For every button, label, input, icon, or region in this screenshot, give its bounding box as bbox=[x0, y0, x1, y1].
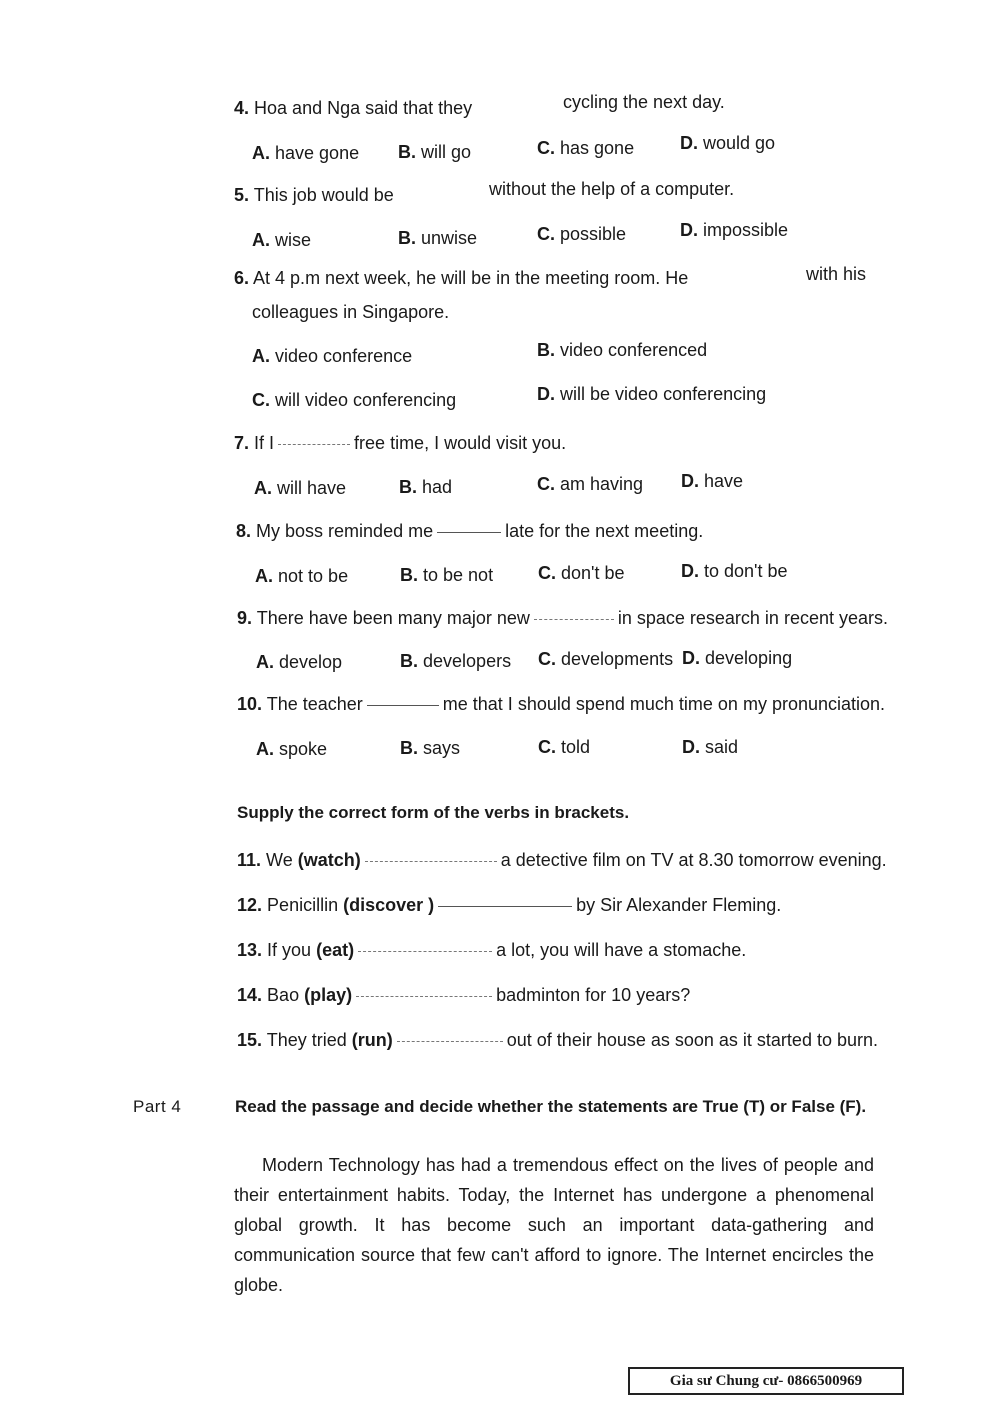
question-text: Hoa and Nga said that they bbox=[254, 98, 473, 118]
answer-blank[interactable] bbox=[356, 995, 492, 997]
question-9-stem bbox=[237, 608, 888, 629]
question-4-option-b[interactable]: B. will go bbox=[398, 142, 472, 162]
verb-item-15: 15. They tried (run) out of their house as soon as it started to burn. bbox=[237, 1030, 878, 1050]
part-instruction: Read the passage and decide whether the statements are True (T) or False (F). bbox=[235, 1097, 867, 1116]
verb-item-14: 14. Bao (play) badminton for 10 years? bbox=[237, 985, 691, 1005]
question-5-stem-end: without the help of a computer. bbox=[489, 179, 735, 199]
question-number: 8. bbox=[236, 521, 252, 541]
answer-blank[interactable] bbox=[438, 905, 572, 907]
question-6-option-c[interactable]: C. will video conferencing bbox=[252, 390, 457, 410]
answer-blank[interactable] bbox=[367, 704, 439, 706]
question-10-stem bbox=[237, 694, 885, 715]
question-6-stem-end: with his bbox=[806, 264, 867, 284]
question-9-option-a[interactable]: A. develop bbox=[256, 652, 343, 672]
question-text: If I bbox=[254, 433, 275, 453]
question-6-stem bbox=[234, 268, 688, 289]
reading-passage bbox=[234, 1150, 874, 1300]
question-6-stem-line2: colleagues in Singapore. bbox=[252, 302, 450, 322]
question-7-option-c[interactable]: C. am having bbox=[537, 474, 644, 494]
verb-item-11: 11. We (watch) a detective film on TV at 8.30 tomorrow evening. bbox=[237, 850, 887, 870]
question-9-option-d[interactable]: D. developing bbox=[682, 648, 793, 668]
question-number: 9. bbox=[237, 608, 253, 628]
question-5-option-a[interactable]: A. wise bbox=[252, 230, 312, 250]
question-text: late for the next meeting. bbox=[505, 521, 704, 541]
question-8-stem bbox=[236, 521, 703, 542]
question-8-option-a[interactable]: A. not to be bbox=[255, 566, 349, 586]
question-6-option-a[interactable]: A. video conference bbox=[252, 346, 413, 366]
question-5-option-d[interactable]: D. impossible bbox=[680, 220, 789, 240]
part-label: Part 4 bbox=[133, 1097, 182, 1116]
answer-blank[interactable] bbox=[358, 950, 492, 952]
question-10-option-b[interactable]: B. says bbox=[400, 738, 461, 758]
question-text: free time, I would visit you. bbox=[354, 433, 567, 453]
question-text: This job would be bbox=[253, 185, 394, 205]
question-number: 5. bbox=[234, 185, 250, 205]
question-4-option-a[interactable]: A. have gone bbox=[252, 143, 360, 163]
answer-blank[interactable] bbox=[437, 531, 501, 533]
question-9-option-c[interactable]: C. developments bbox=[538, 649, 674, 669]
question-4-stem-end: cycling the next day. bbox=[563, 92, 725, 112]
question-9-option-b[interactable]: B. developers bbox=[400, 651, 512, 671]
footer-contact-box bbox=[628, 1367, 904, 1395]
question-text: in space research in recent years. bbox=[617, 608, 888, 628]
footer-text: Gia sư Chung cư- 0866500969 bbox=[669, 1373, 863, 1389]
question-10-option-d[interactable]: D. said bbox=[682, 737, 739, 757]
passage-text: Modern Technology has had a tremendous effect on the lives of people and their entertainment habits. Today, the Internet has undergone a phenomenal global growth. It has become such an important data-gathering and communication source that few can't afford to ignore. The Internet encircles the globe. bbox=[234, 1155, 874, 1295]
question-text: The teacher bbox=[266, 694, 363, 714]
question-8-option-b[interactable]: B. to be not bbox=[400, 565, 494, 585]
verb-item-12: 12. Penicillin (discover ) by Sir Alexander Fleming. bbox=[237, 895, 782, 915]
answer-blank[interactable] bbox=[365, 860, 497, 862]
question-10-option-a[interactable]: A. spoke bbox=[256, 739, 328, 759]
question-4-stem bbox=[234, 98, 472, 119]
question-8-option-c[interactable]: C. don't be bbox=[538, 563, 625, 583]
question-6-option-d[interactable]: D. will be video conferencing bbox=[537, 384, 767, 404]
question-6-option-b[interactable]: B. video conferenced bbox=[537, 340, 708, 360]
question-7-option-a[interactable]: A. will have bbox=[254, 478, 347, 498]
question-number: 4. bbox=[234, 98, 250, 118]
question-text: There have been many major new bbox=[256, 608, 530, 628]
answer-blank[interactable] bbox=[278, 443, 350, 445]
answer-blank[interactable] bbox=[534, 618, 614, 620]
question-text: My boss reminded me bbox=[256, 521, 434, 541]
question-4-option-c[interactable]: C. has gone bbox=[537, 138, 635, 158]
question-text: At 4 p.m next week, he will be in the meeting room. He bbox=[253, 268, 689, 288]
question-5-option-c[interactable]: C. possible bbox=[537, 224, 627, 244]
question-7-stem bbox=[234, 433, 566, 454]
question-4-option-d[interactable]: D. would go bbox=[680, 133, 776, 153]
question-10-option-c[interactable]: C. told bbox=[538, 737, 591, 757]
question-8-option-d[interactable]: D. to don't be bbox=[681, 561, 788, 581]
question-number: 10. bbox=[237, 694, 263, 714]
question-number: 6. bbox=[234, 268, 250, 288]
answer-blank[interactable] bbox=[397, 1040, 503, 1042]
question-5-option-b[interactable]: B. unwise bbox=[398, 228, 478, 248]
verb-item-13: 13. If you (eat) a lot, you will have a stomache. bbox=[237, 940, 747, 960]
question-5-stem bbox=[234, 185, 394, 206]
question-7-option-b[interactable]: B. had bbox=[399, 477, 453, 497]
question-number: 7. bbox=[234, 433, 250, 453]
question-7-option-d[interactable]: D. have bbox=[681, 471, 744, 491]
question-text: me that I should spend much time on my pronunciation. bbox=[442, 694, 886, 714]
section-heading: Supply the correct form of the verbs in brackets. bbox=[237, 803, 630, 822]
